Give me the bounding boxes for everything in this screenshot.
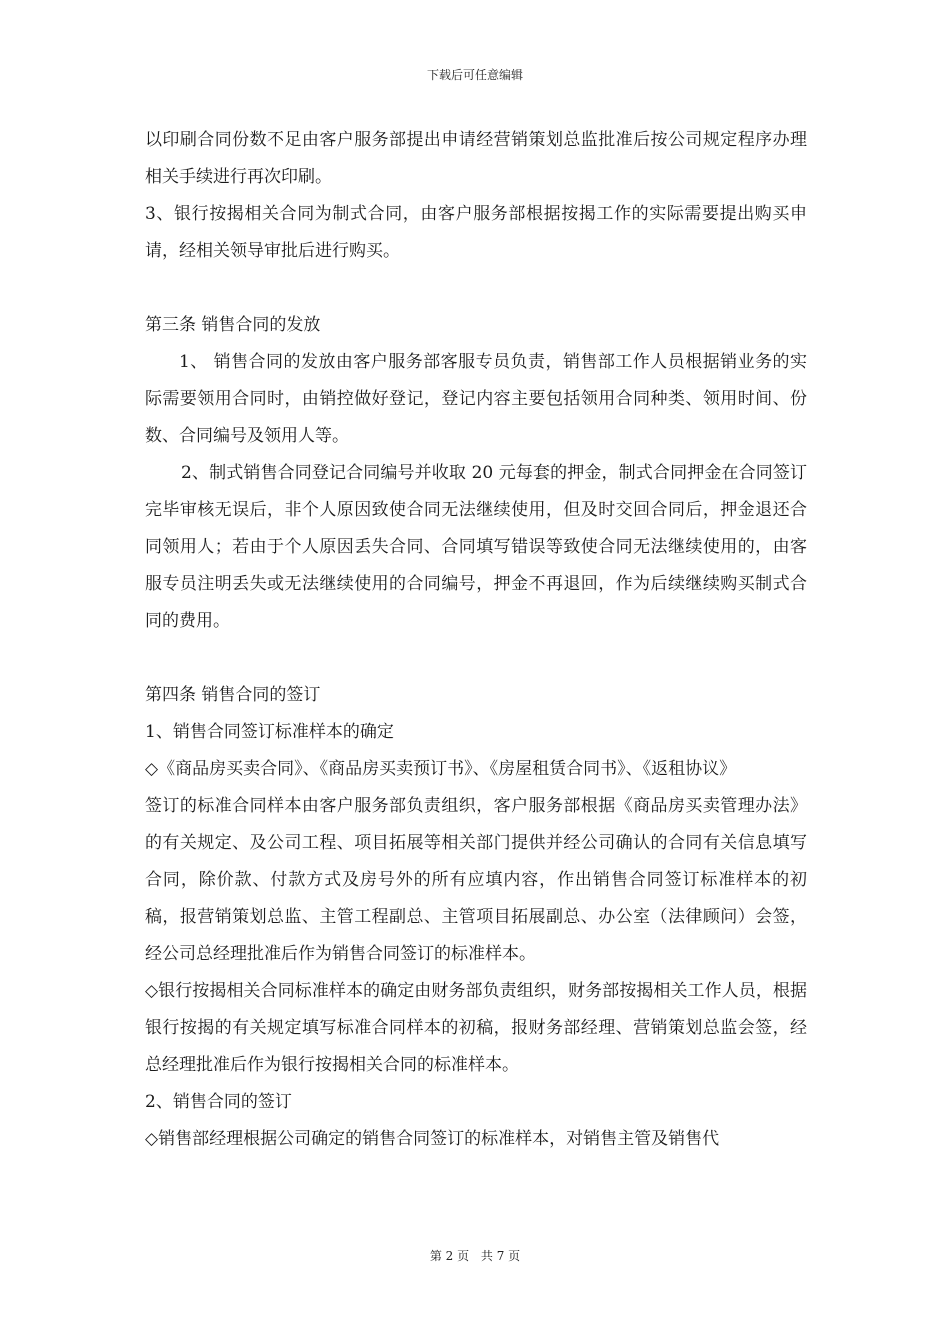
bullet-item: ◇销售部经理根据公司确定的销售合同签订的标准样本，对销售主管及销售代	[145, 1129, 720, 1149]
paragraph: 以印刷合同份数不足由客户服务部提出申请经营销策划总监批准后按公司规定程序办理相关手续进行再次印刷。	[145, 130, 807, 187]
section-heading: 第四条 销售合同的签订	[145, 685, 321, 705]
page-header: 下载后可任意编辑	[426, 68, 523, 82]
page-footer	[0, 1247, 950, 1264]
paragraph-spacer	[145, 640, 807, 677]
list-item: 1、 销售合同的发放由客户服务部客服专员负责，销售部工作人员根据销业务的实际需要领用合同时，由销控做好登记，登记内容主要包括领用合同种类、领用时间、份数、合同编号及领用人等。	[145, 352, 807, 446]
paragraph: 3、银行按揭相关合同为制式合同，由客户服务部根据按揭工作的实际需要提出购买申请，经相关领导审批后进行购买。	[145, 204, 807, 261]
paragraph-spacer	[145, 270, 807, 307]
bullet-item: ◇银行按揭相关合同标准样本的确定由财务部负责组织，财务部按揭相关工作人员，根据银行按揭的有关规定填写标准合同样本的初稿，报财务部经理、营销策划总监会签，经总经理批准后作为银行按揭相关合同的标准样本。	[145, 981, 807, 1075]
page-number: 第 2 页	[429, 1249, 470, 1263]
subheading: 1、销售合同签订标准样本的确定	[145, 722, 394, 742]
list-item: 2、制式销售合同登记合同编号并收取 20 元每套的押金，制式合同押金在合同签订完毕审核无误后，非个人原因致使合同无法继续使用，但及时交回合同后，押金退还合同领用人；若由于个人原因丢失合同、合同填写错误等致使合同无法继续使用的，由客服专员注明丢失或无法继续使用的合同编号，押金不再退回，作为后续继续购买制式合同的费用。	[145, 463, 807, 631]
bullet-item: ◇《商品房买卖合同》、《商品房买卖预订书》、《房屋租赁合同书》、《返租协议》	[145, 759, 737, 779]
paragraph: 签订的标准合同样本由客户服务部负责组织，客户服务部根据《商品房买卖管理办法》的有关规定、及公司工程、项目拓展等相关部门提供并经公司确认的合同有关信息填写合同，除价款、付款方式及房号外的所有应填内容，作出销售合同签订标准样本的初稿，报营销策划总监、主管工程副总、主管项目拓展副总、办公室（法律顾问）会签，经公司总经理批准后作为销售合同签订的标准样本。	[145, 796, 807, 964]
subheading: 2、销售合同的签订	[145, 1092, 292, 1112]
page-total: 共 7 页	[480, 1249, 521, 1263]
document-body	[145, 122, 807, 1158]
section-heading: 第三条 销售合同的发放	[145, 315, 321, 335]
